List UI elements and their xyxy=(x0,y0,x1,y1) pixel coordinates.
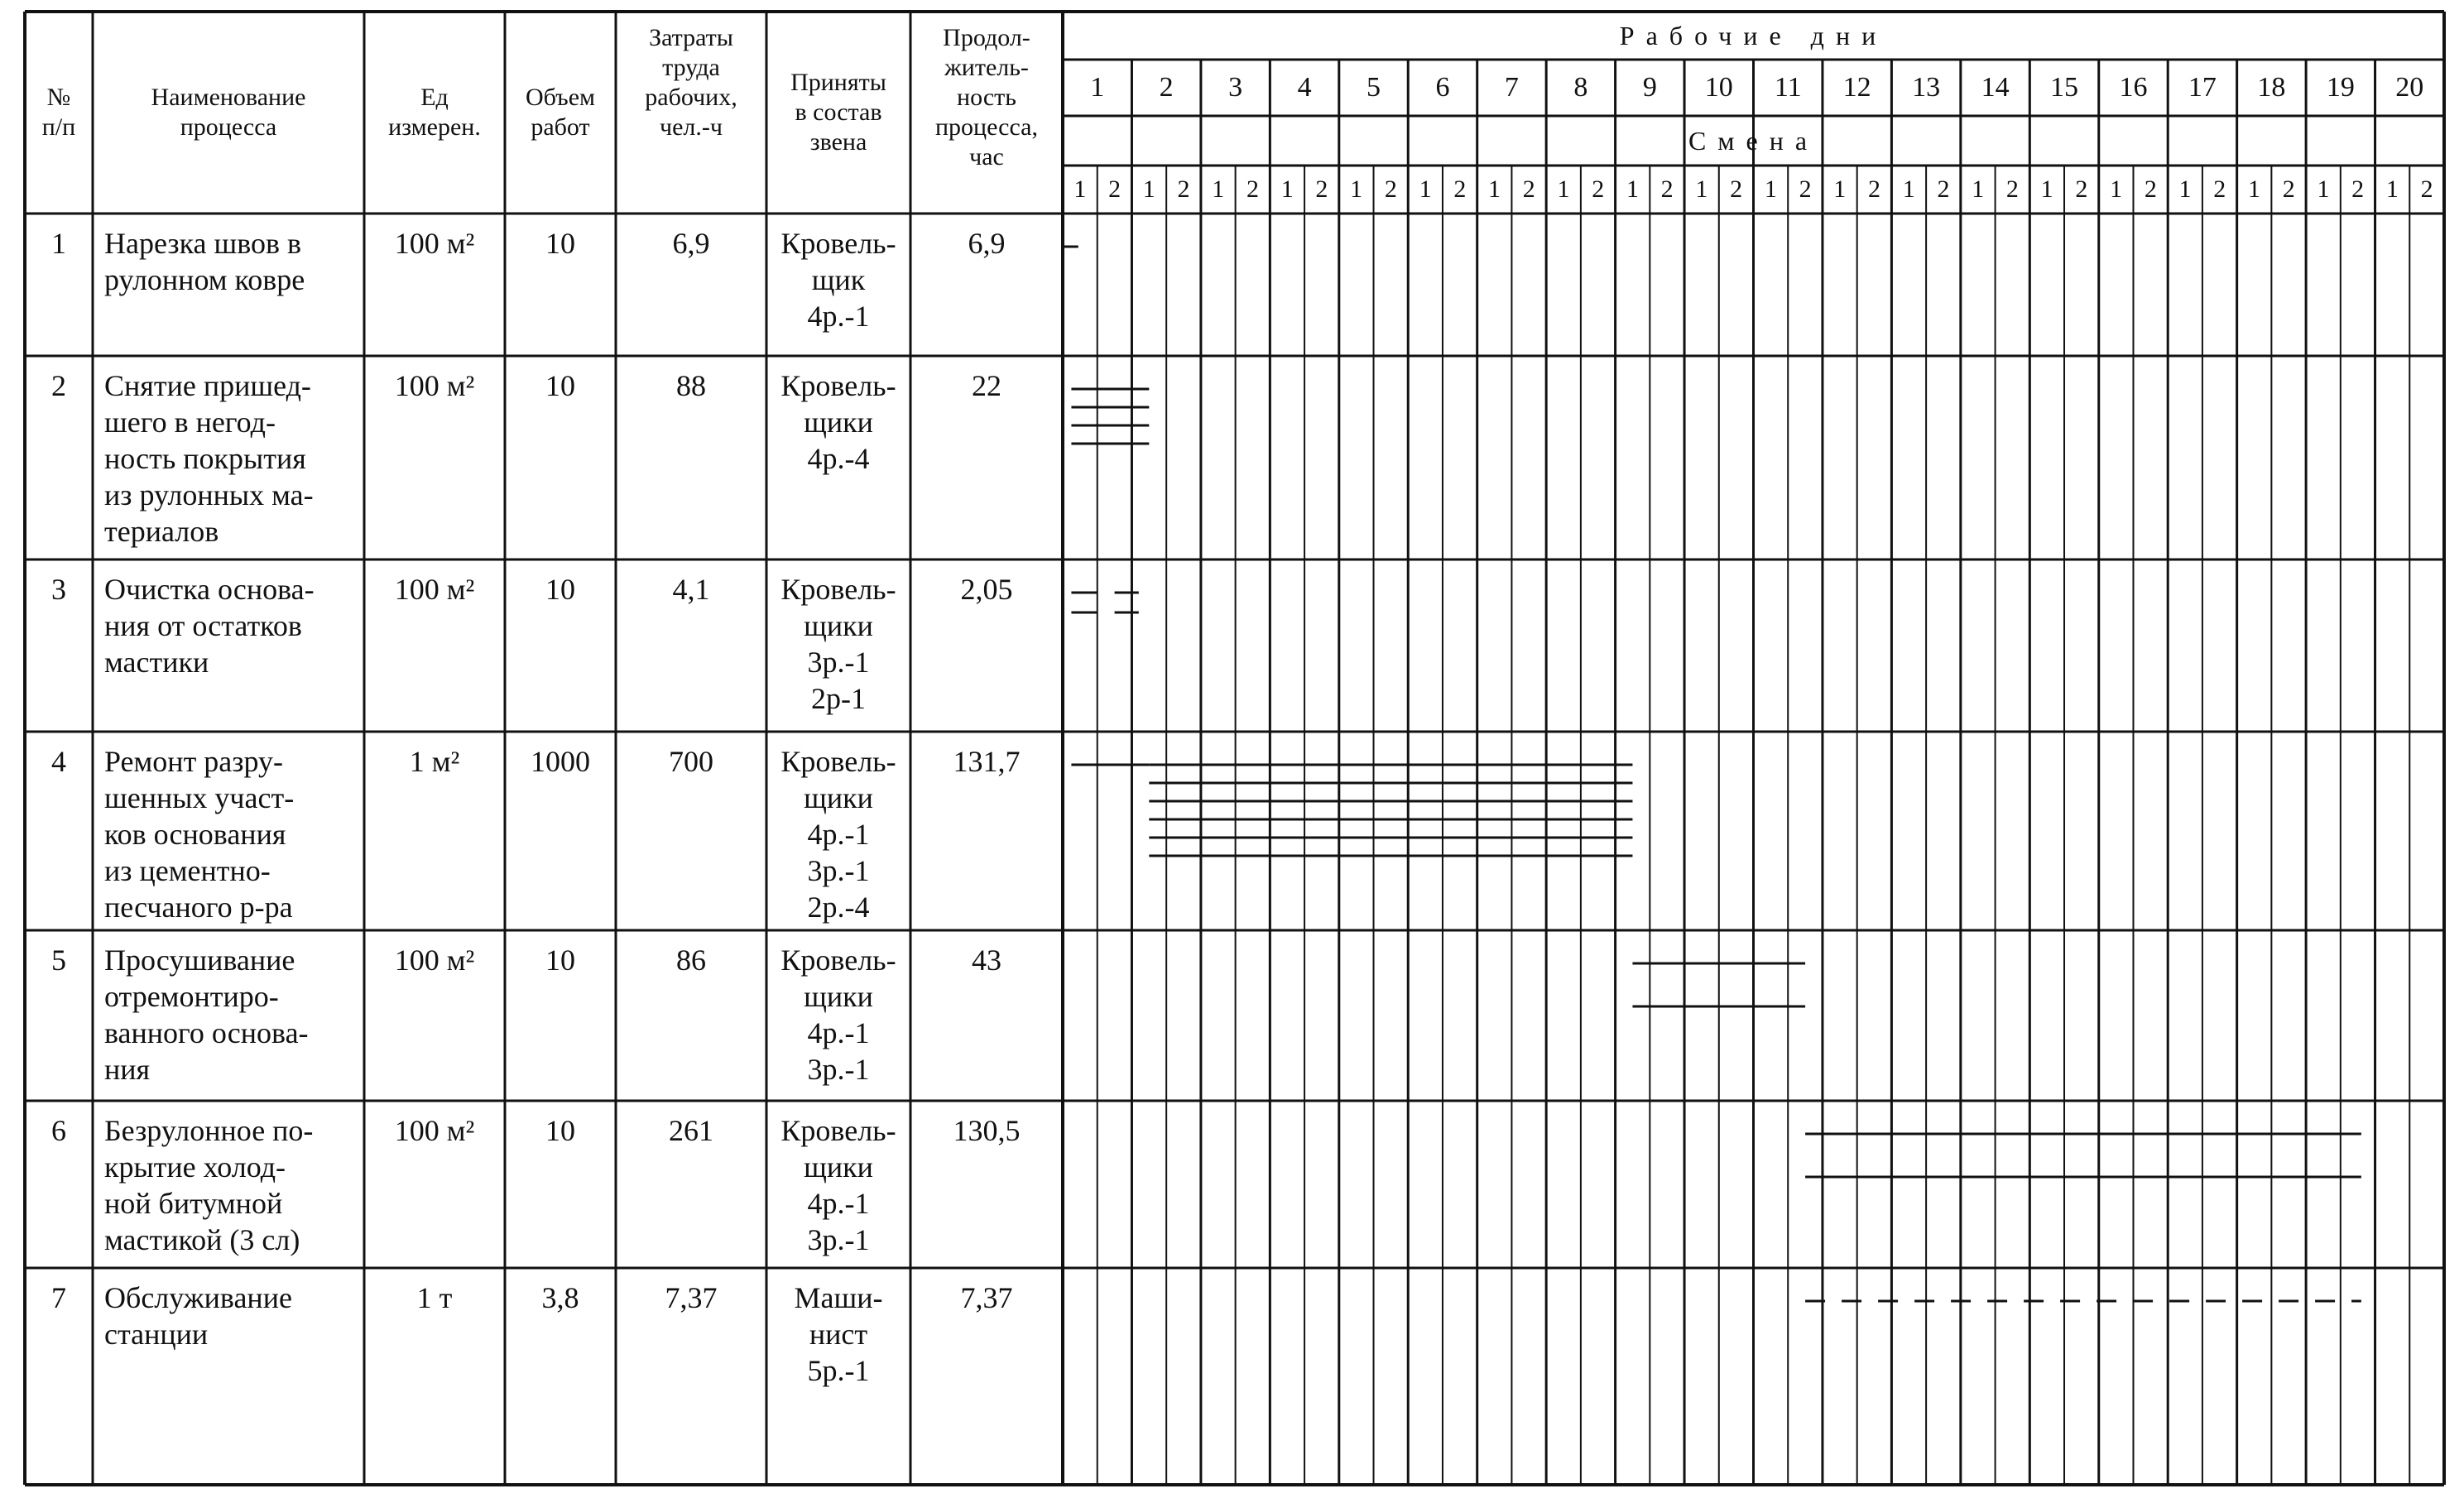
day-number: 12 xyxy=(1842,72,1871,103)
duration: 7,37 xyxy=(960,1281,1013,1314)
day-number: 4 xyxy=(1297,72,1312,103)
volume: 10 xyxy=(545,573,575,606)
row-number: 2 xyxy=(51,369,66,402)
process-name: Снятие пришед- шего в негод- ность покрытия из рулонных ма- териалов xyxy=(104,369,314,548)
unit: 100 м² xyxy=(394,227,475,260)
process-name: Ремонт разру- шенных участ- ков основания из цементно- песчаного р-ра xyxy=(104,745,295,924)
shift-number: 2 xyxy=(2420,175,2433,203)
crew: Кровель- щики 4р.-4 xyxy=(781,369,896,475)
volume: 10 xyxy=(545,369,575,402)
header-crew: Приняты в состав звена xyxy=(790,69,886,156)
volume: 10 xyxy=(545,227,575,260)
shift-number: 1 xyxy=(1557,175,1570,203)
header-working-days: Рабочие дни xyxy=(1619,21,1888,50)
shift-number: 2 xyxy=(2005,175,2019,203)
header-name: Наименование процесса xyxy=(151,84,306,141)
header-unit: Ед измерен. xyxy=(388,84,481,141)
day-number: 8 xyxy=(1573,72,1588,103)
unit: 100 м² xyxy=(394,1114,475,1147)
day-number: 6 xyxy=(1435,72,1450,103)
unit: 100 м² xyxy=(394,944,475,977)
shift-number: 1 xyxy=(1073,175,1087,203)
day-number: 1 xyxy=(1090,72,1105,103)
shift-number: 2 xyxy=(1384,175,1397,203)
shift-number: 2 xyxy=(1246,175,1259,203)
crew: Кровель- щики 4р.-1 3р.-1 xyxy=(781,944,896,1086)
labor-cost: 7,37 xyxy=(665,1281,718,1314)
header-volume: Объем работ xyxy=(526,84,595,141)
day-number: 19 xyxy=(2326,72,2355,103)
row-number: 5 xyxy=(51,944,66,977)
process-name: Очистка основа- ния от остатков мастики xyxy=(104,573,315,679)
shift-number: 2 xyxy=(1868,175,1881,203)
shift-number: 1 xyxy=(2248,175,2260,203)
shift-number: 2 xyxy=(1108,175,1122,203)
unit: 100 м² xyxy=(394,573,475,606)
day-number: 3 xyxy=(1228,72,1243,103)
shift-number: 1 xyxy=(1142,175,1155,203)
row-number: 4 xyxy=(51,745,66,778)
crew: Кровель- щики 3р.-1 2р-1 xyxy=(781,573,896,715)
shift-number: 1 xyxy=(2040,175,2053,203)
shift-number: 2 xyxy=(1799,175,1812,203)
day-number: 15 xyxy=(2050,72,2079,103)
shift-number: 1 xyxy=(1902,175,1915,203)
header-duration: Продол- житель- ность процесса, час xyxy=(935,24,1038,170)
shift-number: 1 xyxy=(1972,175,1985,203)
unit: 100 м² xyxy=(394,369,475,402)
row-number: 6 xyxy=(51,1114,66,1147)
row-number: 1 xyxy=(51,227,66,260)
crew: Кровель- щики 4р.-1 3р.-1 2р.-4 xyxy=(781,745,896,924)
duration: 131,7 xyxy=(953,745,1021,778)
shift-number: 1 xyxy=(1212,175,1225,203)
row-number: 7 xyxy=(51,1281,66,1314)
day-number: 17 xyxy=(2188,72,2217,103)
labor-cost: 86 xyxy=(676,944,706,977)
shift-number: 2 xyxy=(1592,175,1605,203)
header-no: № п/п xyxy=(41,84,76,141)
shift-number: 2 xyxy=(2144,175,2157,203)
day-number: 9 xyxy=(1642,72,1657,103)
shift-number: 2 xyxy=(2075,175,2088,203)
shift-number: 1 xyxy=(1833,175,1847,203)
labor-cost: 261 xyxy=(669,1114,713,1147)
shift-number: 2 xyxy=(1730,175,1743,203)
shift-number: 2 xyxy=(1177,175,1190,203)
shift-number: 2 xyxy=(2282,175,2295,203)
shift-number: 1 xyxy=(1350,175,1363,203)
day-number: 2 xyxy=(1159,72,1174,103)
labor-cost: 88 xyxy=(676,369,706,402)
crew: Кровель- щики 4р.-1 3р.-1 xyxy=(781,1114,896,1256)
shift-number: 2 xyxy=(1522,175,1535,203)
unit: 1 т xyxy=(416,1281,453,1314)
header-labor: Затраты труда рабочих, чел.-ч xyxy=(645,24,737,141)
row-number: 3 xyxy=(51,573,66,606)
labor-cost: 700 xyxy=(669,745,713,778)
shift-number: 2 xyxy=(1315,175,1328,203)
header-shift: Смена xyxy=(1688,126,1819,156)
volume: 1000 xyxy=(531,745,590,778)
volume: 10 xyxy=(545,944,575,977)
unit: 1 м² xyxy=(409,745,460,778)
crew: Кровель- щик 4р.-1 xyxy=(781,227,896,333)
duration: 130,5 xyxy=(953,1114,1021,1147)
process-name: Нарезка швов в рулонном ковре xyxy=(104,227,305,296)
shift-number: 1 xyxy=(1280,175,1294,203)
duration: 2,05 xyxy=(960,573,1013,606)
duration: 22 xyxy=(972,369,1001,402)
shift-number: 2 xyxy=(2213,175,2226,203)
volume: 10 xyxy=(545,1114,575,1147)
shift-number: 2 xyxy=(1660,175,1674,203)
shift-number: 2 xyxy=(1453,175,1467,203)
shift-number: 1 xyxy=(2317,175,2330,203)
shift-number: 1 xyxy=(1419,175,1432,203)
shift-number: 1 xyxy=(2178,175,2192,203)
day-number: 20 xyxy=(2395,72,2424,103)
day-number: 16 xyxy=(2119,72,2148,103)
day-number: 11 xyxy=(1774,72,1802,103)
shift-number: 1 xyxy=(1764,175,1777,203)
shift-number: 2 xyxy=(2351,175,2365,203)
day-number: 7 xyxy=(1504,72,1519,103)
day-number: 14 xyxy=(1981,72,2010,103)
shift-number: 1 xyxy=(2110,175,2123,203)
duration: 6,9 xyxy=(968,227,1006,260)
crew: Маши- нист 5р.-1 xyxy=(794,1281,883,1387)
labor-cost: 6,9 xyxy=(672,227,710,260)
shift-number: 1 xyxy=(1695,175,1708,203)
shift-number: 1 xyxy=(1488,175,1501,203)
shift-number: 2 xyxy=(1937,175,1950,203)
volume: 3,8 xyxy=(541,1281,579,1314)
duration: 43 xyxy=(972,944,1001,977)
labor-cost: 4,1 xyxy=(672,573,710,606)
process-name: Безрулонное по- крытие холод- ной битумной мастикой (3 сл) xyxy=(104,1114,314,1256)
process-name: Просушивание отремонтиро- ванного основа- ния xyxy=(104,944,309,1086)
process-name: Обслуживание станции xyxy=(104,1281,292,1351)
day-number: 18 xyxy=(2257,72,2286,103)
shift-number: 1 xyxy=(1626,175,1639,203)
day-number: 10 xyxy=(1704,72,1733,103)
day-number: 5 xyxy=(1366,72,1381,103)
day-number: 13 xyxy=(1912,72,1941,103)
shift-number: 1 xyxy=(2385,175,2399,203)
